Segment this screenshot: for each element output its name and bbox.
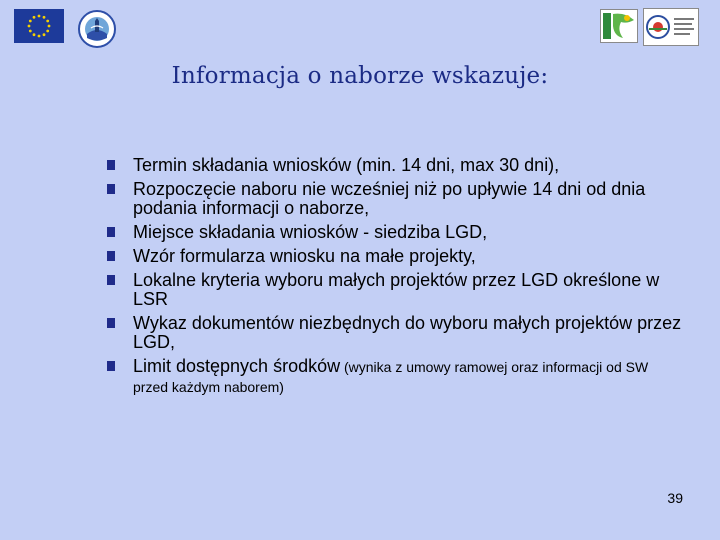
list-item — [102, 156, 682, 175]
leader-logo — [600, 9, 638, 43]
bullet-list — [102, 156, 682, 402]
bullet-square-icon — [107, 227, 115, 237]
bullet-note: (wynika z umowy ramowej oraz informacji od SW przed każdym naborem) — [133, 359, 649, 395]
list-item — [102, 180, 682, 218]
bullet-text: Wzór formularza wniosku na małe projekty, — [133, 246, 476, 266]
list-item — [102, 271, 682, 309]
bullet-square-icon — [107, 184, 115, 194]
list-item — [102, 357, 682, 397]
bullet-text: Miejsce składania wniosków - siedziba LGD, — [133, 222, 488, 242]
page-number: 39 — [667, 490, 683, 506]
prow-logo — [643, 8, 699, 46]
bullet-square-icon — [107, 160, 115, 170]
lgd-emblem-logo — [78, 10, 116, 48]
bullet-text: Wykaz dokumentów niezbędnych do wyboru małych projektów przez LGD, — [133, 313, 682, 352]
bullet-square-icon — [107, 361, 115, 371]
bullet-square-icon — [107, 251, 115, 261]
bullet-text: Termin składania wniosków (min. 14 dni, max 30 dni), — [133, 155, 560, 175]
list-item — [102, 314, 682, 352]
bullet-text: Limit dostępnych środków — [133, 356, 341, 376]
slide-title: Informacja o naborze wskazuje: — [171, 63, 549, 89]
bullet-text: Rozpoczęcie naboru nie wcześniej niż po upływie 14 dni od dnia podania informacji o naborze, — [133, 179, 646, 218]
bullet-square-icon — [107, 318, 115, 328]
bullet-square-icon — [107, 275, 115, 285]
bullet-text: Lokalne kryteria wyboru małych projektów przez LGD określone w LSR — [133, 270, 660, 309]
eu-flag-logo — [14, 9, 64, 43]
list-item — [102, 223, 682, 242]
list-item — [102, 247, 682, 266]
